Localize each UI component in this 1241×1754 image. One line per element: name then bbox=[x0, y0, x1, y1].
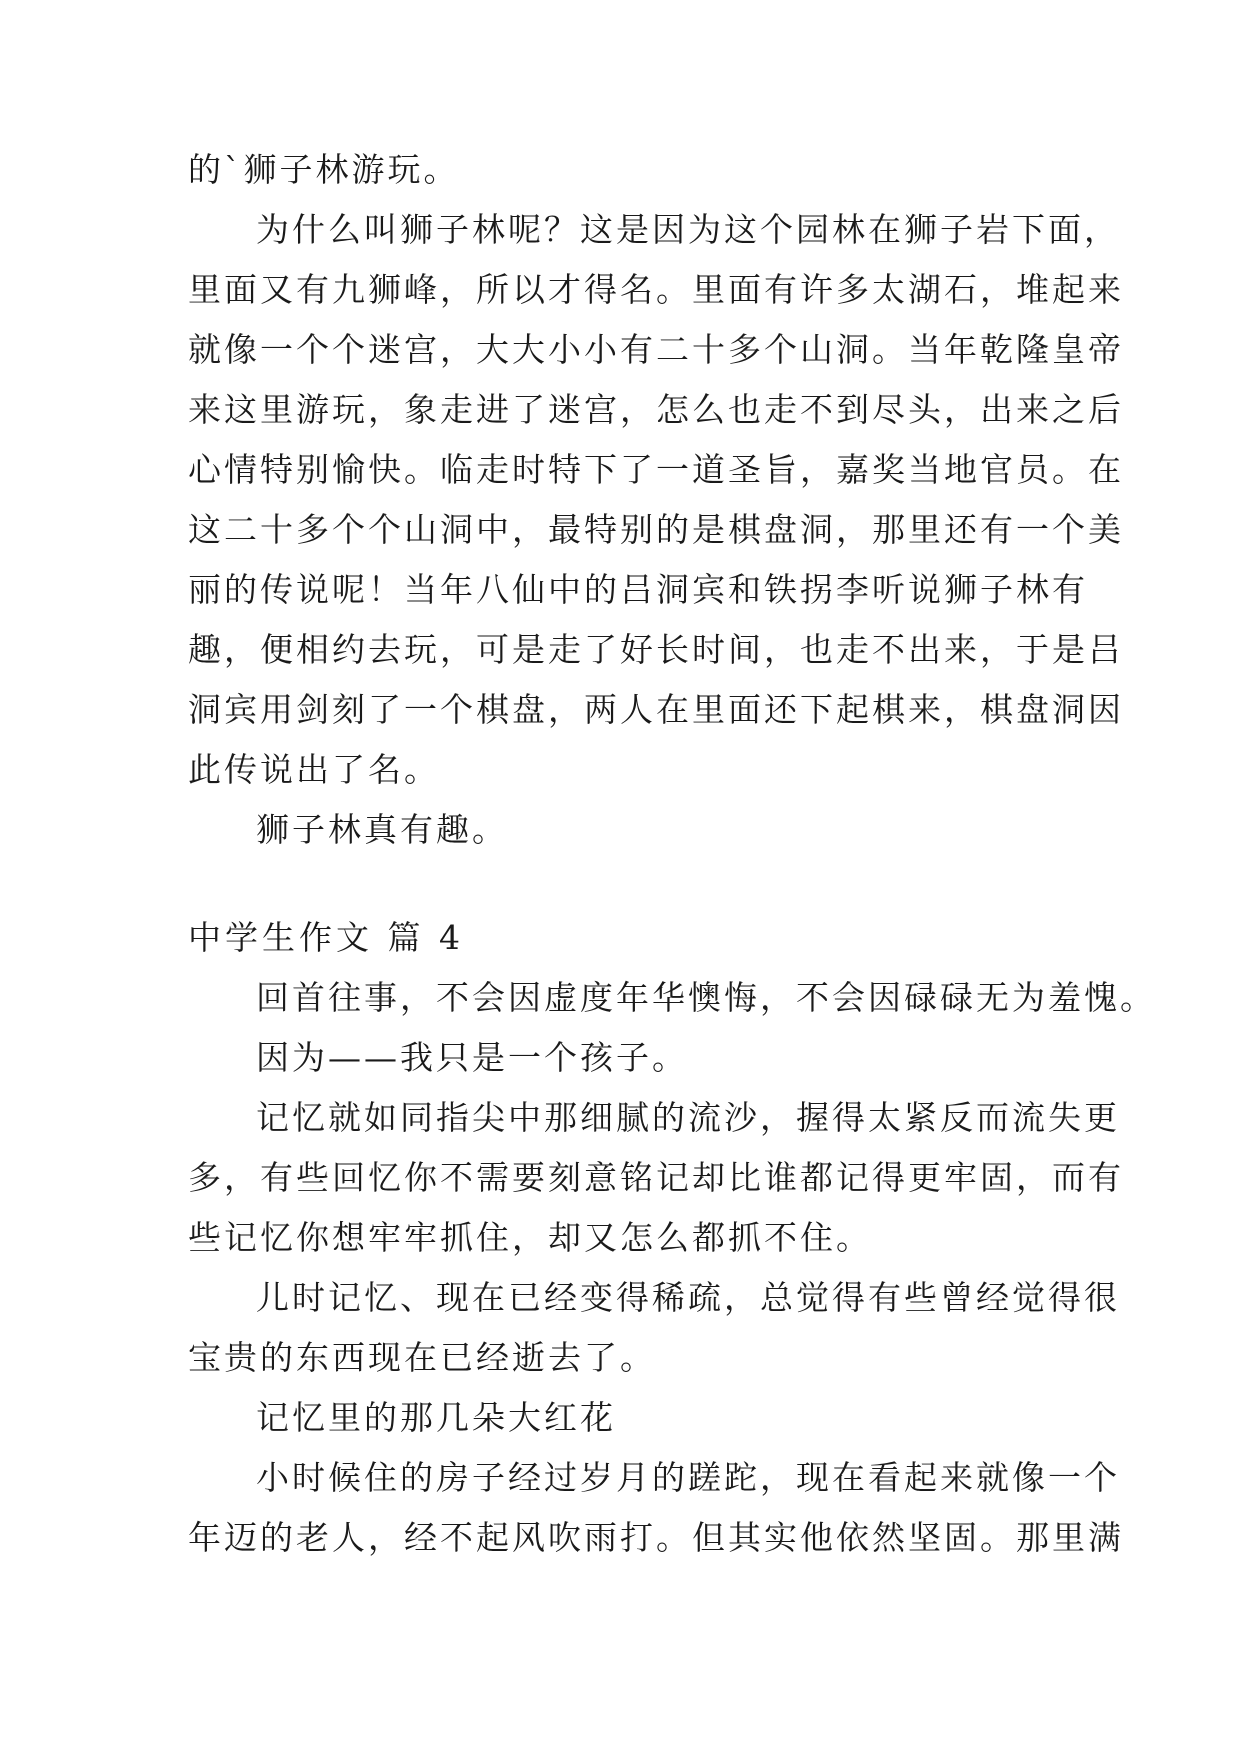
text-line: 心情特别愉快。临走时特下了一道圣旨，嘉奖当地官员。在 bbox=[188, 450, 1124, 489]
text-line: 儿时记忆、现在已经变得稀疏，总觉得有些曾经觉得很 bbox=[256, 1278, 1120, 1317]
text-line: 趣，便相约去玩，可是走了好长时间，也走不出来，于是吕 bbox=[188, 630, 1124, 669]
text-line: 里面又有九狮峰，所以才得名。里面有许多太湖石，堆起来 bbox=[188, 270, 1124, 309]
text-line: 多，有些回忆你不需要刻意铭记却比谁都记得更牢固，而有 bbox=[188, 1158, 1124, 1197]
text-line: 因为——我只是一个孩子。 bbox=[256, 1038, 688, 1077]
text-line: 为什么叫狮子林呢？这是因为这个园林在狮子岩下面， bbox=[256, 210, 1120, 249]
text-line: 宝贵的东西现在已经逝去了。 bbox=[188, 1338, 656, 1377]
section-heading: 中学生作文 篇 4 bbox=[188, 918, 464, 957]
text-line: 记忆里的那几朵大红花 bbox=[256, 1398, 616, 1437]
text-line: 就像一个个迷宫，大大小小有二十多个山洞。当年乾隆皇帝 bbox=[188, 330, 1124, 369]
text-line: 年迈的老人，经不起风吹雨打。但其实他依然坚固。那里满 bbox=[188, 1518, 1124, 1557]
text-line: 记忆就如同指尖中那细腻的流沙，握得太紧反而流失更 bbox=[256, 1098, 1120, 1137]
text-line: 洞宾用剑刻了一个棋盘，两人在里面还下起棋来，棋盘洞因 bbox=[188, 690, 1124, 729]
text-line: 回首往事，不会因虚度年华懊悔，不会因碌碌无为羞愧。 bbox=[256, 978, 1156, 1017]
text-line: 些记忆你想牢牢抓住，却又怎么都抓不住。 bbox=[188, 1218, 872, 1257]
text-line: 此传说出了名。 bbox=[188, 750, 440, 789]
text-line: 的`狮子林游玩。 bbox=[188, 150, 460, 189]
text-line: 丽的传说呢！当年八仙中的吕洞宾和铁拐李听说狮子林有 bbox=[188, 570, 1088, 609]
text-line: 来这里游玩，象走进了迷宫，怎么也走不到尽头，出来之后 bbox=[188, 390, 1124, 429]
text-line: 小时候住的房子经过岁月的蹉跎，现在看起来就像一个 bbox=[256, 1458, 1120, 1497]
text-line: 这二十多个个山洞中，最特别的是棋盘洞，那里还有一个美 bbox=[188, 510, 1124, 549]
text-line: 狮子林真有趣。 bbox=[256, 810, 508, 849]
